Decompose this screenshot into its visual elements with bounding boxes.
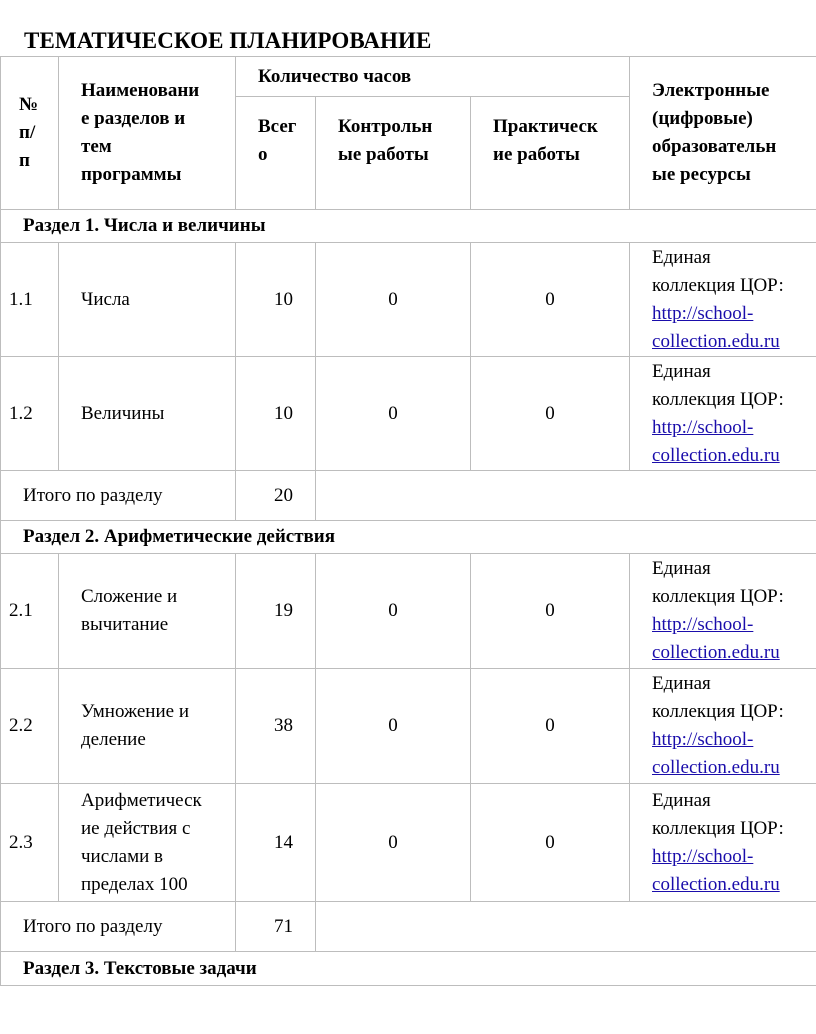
header-num [1, 57, 59, 210]
cell-total [236, 784, 316, 902]
resource-label: коллекция ЦОР: [652, 274, 784, 296]
row-total: 10 [274, 402, 293, 424]
cell-practical [471, 669, 630, 784]
cell-subtotal-value [236, 471, 316, 521]
resource-label: Единая [652, 360, 711, 382]
cell-resources [630, 554, 816, 669]
resource-link[interactable] [652, 300, 814, 356]
header-name-line: тем [81, 136, 112, 157]
header-num-line: п/ [19, 122, 36, 143]
cell-practical [471, 554, 630, 669]
resource-link-line: http://school- [652, 729, 754, 750]
resource-link-line: collection.edu.ru [652, 642, 780, 663]
thematic-plan-table [0, 56, 816, 986]
resource-link-line: collection.edu.ru [652, 330, 780, 352]
header-name-line: Наименовани [81, 80, 200, 101]
section-title: Раздел 3. Текстовые задачи [23, 957, 257, 979]
cell-practical [471, 243, 630, 357]
cell-subtotal-empty [316, 902, 816, 952]
subtotal-row [1, 902, 816, 952]
cell-num [1, 243, 59, 357]
row-name-line: Числа [81, 288, 130, 310]
header-name-line: е разделов и [81, 108, 186, 129]
header-control-line: Контрольн [338, 116, 433, 137]
resource-label: Единая [652, 246, 711, 268]
resource-link[interactable] [652, 843, 814, 899]
header-total [236, 97, 316, 210]
row-practical: 0 [545, 600, 555, 621]
row-number: 1.1 [9, 288, 33, 310]
row-number: 2.3 [9, 831, 33, 853]
cell-resources [630, 669, 816, 784]
row-number: 1.2 [9, 402, 33, 424]
row-control: 0 [388, 715, 398, 736]
header-control [316, 97, 471, 210]
row-total: 19 [274, 600, 293, 621]
cell-subtotal-label [1, 471, 236, 521]
row-name-line: числами в [81, 845, 163, 867]
resource-link-line: collection.edu.ru [652, 873, 780, 895]
subtotal-row [1, 471, 816, 521]
row-total: 38 [274, 715, 293, 736]
cell-subtotal-label [1, 902, 236, 952]
resource-link[interactable] [652, 726, 814, 782]
row-control: 0 [388, 288, 398, 310]
cell-resources [630, 784, 816, 902]
cell-control [316, 669, 471, 784]
section-header [1, 952, 816, 986]
row-name-line: Величины [81, 402, 165, 424]
row-name-line: пределах 100 [81, 873, 188, 895]
row-number: 2.1 [9, 600, 33, 621]
table-row [1, 669, 816, 784]
header-practical-line: ие работы [493, 144, 580, 165]
section-header [1, 521, 816, 554]
header-num-line: № [19, 94, 39, 115]
table-row [1, 243, 816, 357]
subtotal-value: 71 [274, 915, 293, 937]
row-practical: 0 [545, 831, 555, 853]
resource-link-line: http://school- [652, 302, 754, 324]
header-total-line: Всег [258, 116, 297, 137]
table-row [1, 784, 816, 902]
cell-subtotal-value [236, 902, 316, 952]
header-control-line: ые работы [338, 144, 429, 165]
row-practical: 0 [545, 288, 555, 310]
cell-total [236, 554, 316, 669]
subtotal-label: Итого по разделу [23, 484, 163, 506]
section-header [1, 210, 816, 243]
cell-control [316, 784, 471, 902]
row-control: 0 [388, 600, 398, 621]
resource-label: коллекция ЦОР: [652, 388, 784, 410]
cell-resources [630, 357, 816, 471]
resource-link[interactable] [652, 414, 814, 470]
row-number: 2.2 [9, 715, 33, 736]
cell-control [316, 357, 471, 471]
subtotal-label: Итого по разделу [23, 915, 163, 937]
section-title: Раздел 2. Арифметические действия [23, 526, 336, 547]
resource-label: коллекция ЦОР: [652, 586, 784, 607]
cell-subtotal-empty [316, 471, 816, 521]
header-hours: Количество часов [236, 57, 630, 97]
row-name-line: Сложение и [81, 586, 178, 607]
cell-control [316, 243, 471, 357]
table-row [1, 357, 816, 471]
cell-name [59, 784, 236, 902]
page-title: ТЕМАТИЧЕСКОЕ ПЛАНИРОВАНИЕ [24, 28, 432, 53]
header-practical [471, 97, 630, 210]
resource-link-line: http://school- [652, 845, 754, 867]
row-name-line: вычитание [81, 614, 169, 635]
section-title: Раздел 1. Числа и величины [23, 215, 266, 236]
row-name-line: ие действия с [81, 817, 191, 839]
resource-label: Единая [652, 789, 711, 811]
resource-label: коллекция ЦОР: [652, 701, 784, 722]
resource-link-line: collection.edu.ru [652, 444, 780, 466]
resource-label: коллекция ЦОР: [652, 817, 784, 839]
header-name-line: программы [81, 164, 182, 185]
row-total: 14 [274, 831, 293, 853]
cell-name [59, 357, 236, 471]
cell-total [236, 669, 316, 784]
resource-label: Единая [652, 558, 711, 579]
row-name-line: Арифметическ [81, 789, 202, 811]
header-num-line: п [19, 150, 30, 171]
cell-name [59, 554, 236, 669]
header-resources [630, 57, 816, 210]
cell-practical [471, 784, 630, 902]
cell-num [1, 669, 59, 784]
table-row [1, 554, 816, 669]
row-control: 0 [388, 402, 398, 424]
row-name-line: Умножение и [81, 701, 189, 722]
cell-num [1, 357, 59, 471]
resource-link[interactable] [652, 611, 814, 667]
cell-num [1, 554, 59, 669]
header-resources-line: Электронные [652, 80, 770, 101]
cell-practical [471, 357, 630, 471]
cell-name [59, 669, 236, 784]
cell-resources [630, 243, 816, 357]
cell-control [316, 554, 471, 669]
header-practical-line: Практическ [493, 116, 598, 137]
header-resources-line: ые ресурсы [652, 164, 751, 185]
row-total: 10 [274, 288, 293, 310]
cell-name [59, 243, 236, 357]
row-control: 0 [388, 831, 398, 853]
cell-total [236, 243, 316, 357]
resource-link-line: http://school- [652, 416, 754, 438]
row-name-line: деление [81, 729, 146, 750]
header-resources-line: образовательн [652, 136, 777, 157]
row-practical: 0 [545, 715, 555, 736]
resource-link-line: http://school- [652, 614, 754, 635]
header-total-line: о [258, 144, 268, 165]
subtotal-value: 20 [274, 484, 293, 506]
row-practical: 0 [545, 402, 555, 424]
cell-total [236, 357, 316, 471]
resource-label: Единая [652, 673, 711, 694]
header-resources-line: (цифровые) [652, 108, 753, 129]
resource-link-line: collection.edu.ru [652, 757, 780, 778]
cell-num [1, 784, 59, 902]
header-name [59, 57, 236, 210]
